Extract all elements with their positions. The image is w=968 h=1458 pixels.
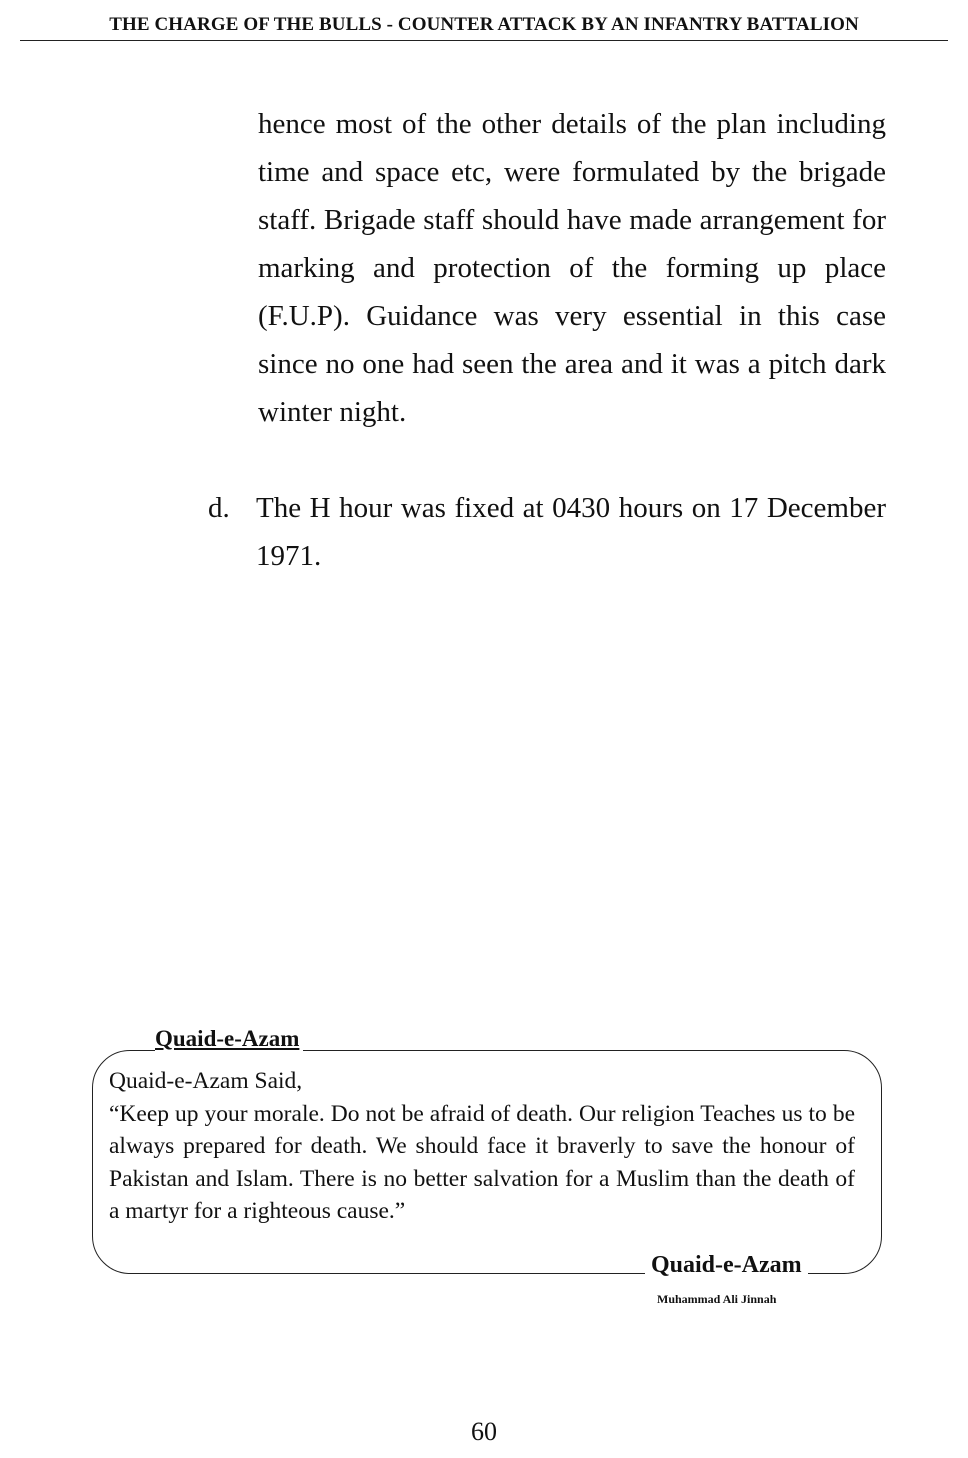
list-item-text: The H hour was fixed at 0430 hours on 17 December 1971. xyxy=(256,492,886,572)
list-item-d xyxy=(208,484,886,580)
paragraph-text: hence most of the other details of the plan including time and space etc, were formulated by the brigade staff. Brigade staff should have made arrangement for marking and protection of the forming up place (F.U.P). Guidance was very essential in this case since no one had seen the area and it was a pitch dark winter night. xyxy=(258,108,886,428)
quote-text: “Keep up your morale. Do not be afraid of death. Our religion Teaches us to be always prepared for death. We should face it braverly to save the honour of Pakistan and Islam. There is no better salvation for a Muslim than the death of a martyr for a righteous cause.” xyxy=(109,1100,855,1224)
running-header: THE CHARGE OF THE BULLS - COUNTER ATTACK BY AN INFANTRY BATTALION xyxy=(20,14,948,41)
quote-box-title: Quaid-e-Azam xyxy=(155,1026,303,1052)
page-number: 60 xyxy=(471,1417,497,1446)
list-marker: d. xyxy=(208,492,230,524)
quote-content xyxy=(109,1065,855,1228)
quote-attribution-fullname: Muhammad Ali Jinnah xyxy=(657,1292,777,1306)
body-paragraph-continuation xyxy=(258,100,886,436)
quote-intro: Quaid-e-Azam Said, xyxy=(109,1068,303,1094)
quote-attribution-name: Quaid-e-Azam xyxy=(645,1252,808,1279)
